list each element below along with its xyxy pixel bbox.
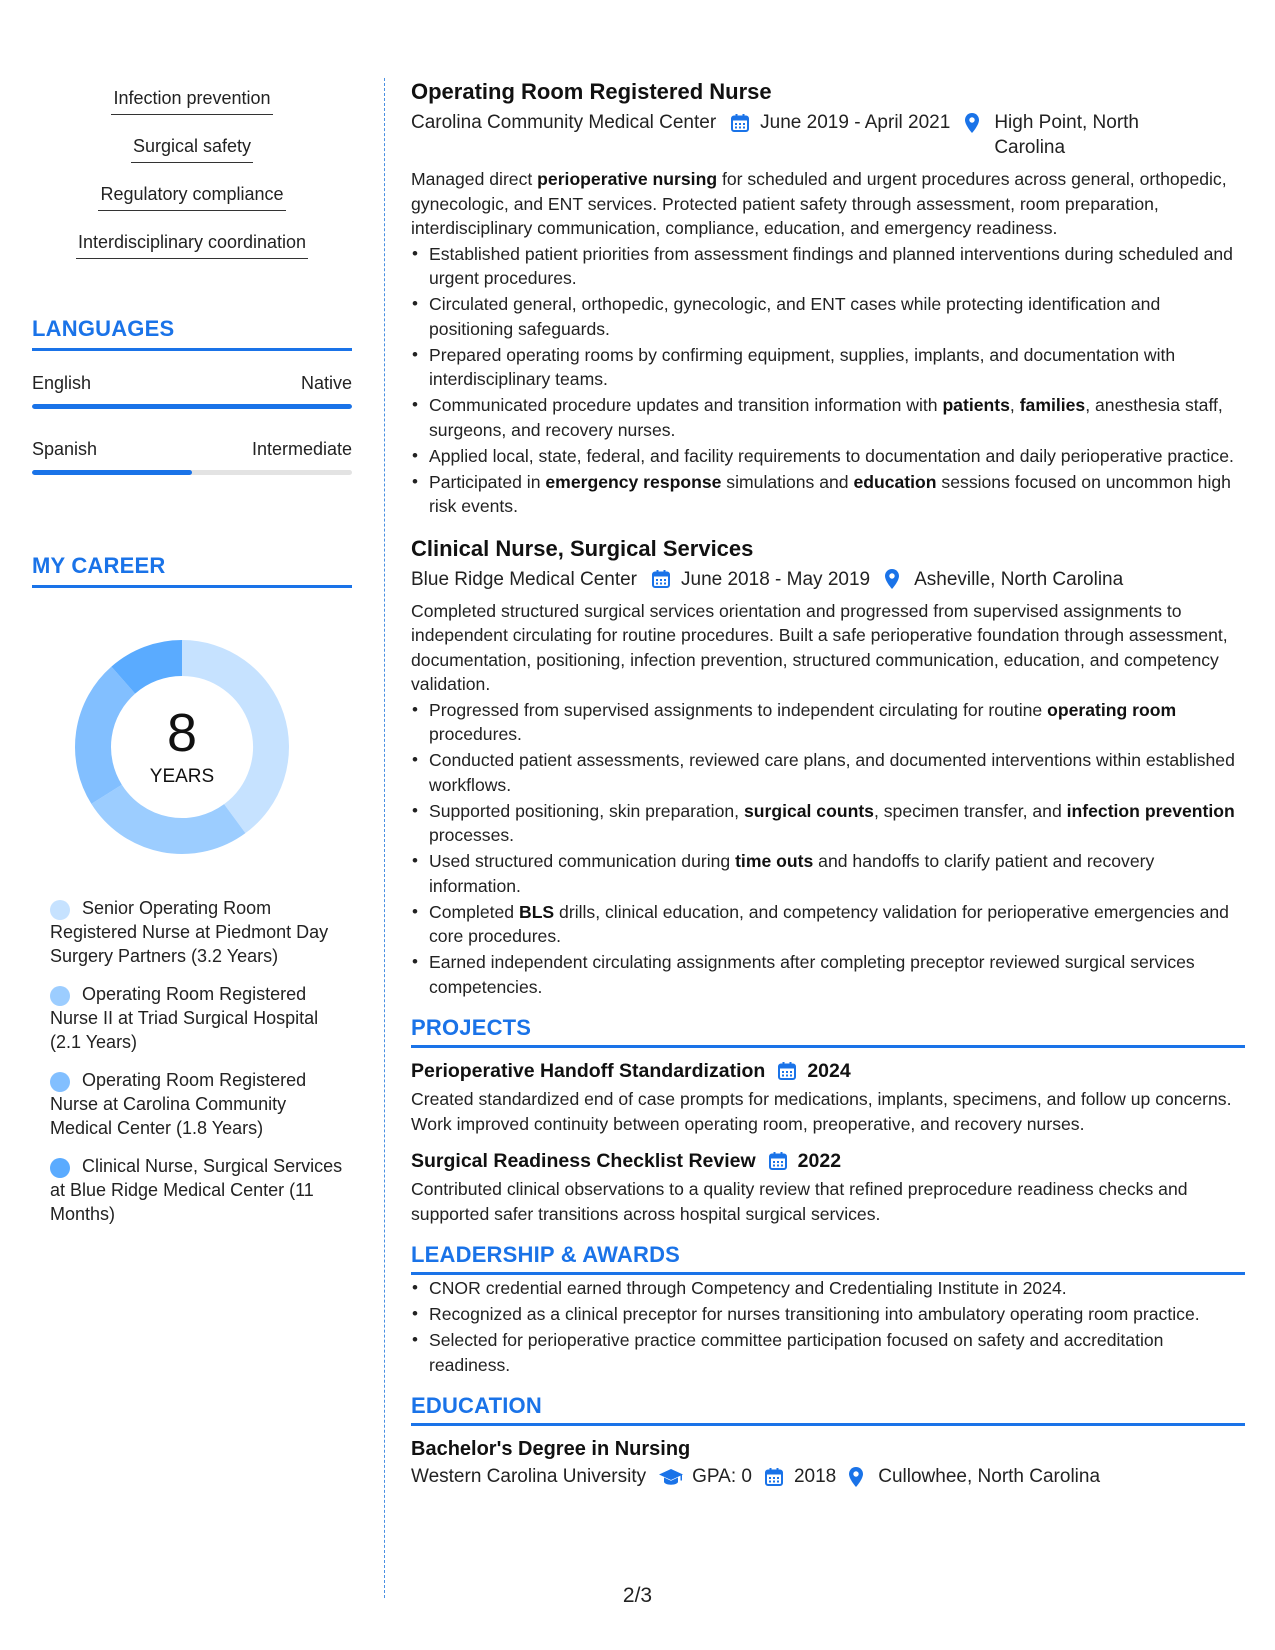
- skill-item: Infection prevention: [111, 84, 272, 115]
- right-column: [411, 78, 1245, 1490]
- projects-title: PROJECTS: [411, 1015, 1245, 1048]
- skill-item: Surgical safety: [131, 132, 253, 163]
- job-location: High Point, North Carolina: [994, 112, 1139, 158]
- language-name: Spanish: [32, 439, 98, 459]
- legend-dot: [50, 900, 70, 920]
- job-bullets: [411, 242, 1245, 519]
- job-location: Asheville, North Carolina: [914, 568, 1124, 590]
- graduation-year: 2018: [793, 1466, 837, 1487]
- bullet-item: • Prepared operating rooms by confirming equipment, supplies, implants, and documentation with interdisciplinary teams.: [411, 343, 1245, 392]
- education-section: [411, 1393, 1245, 1490]
- job-title: Operating Room Registered Nurse: [411, 79, 772, 104]
- job-title: Clinical Nurse, Surgical Services: [411, 535, 754, 561]
- education-meta: [411, 1464, 1245, 1490]
- calendar-icon: [651, 567, 673, 592]
- skills-list: [32, 84, 352, 276]
- bullet-item: • Conducted patient assessments, reviewed care plans, and documented interventions within established workflows.: [411, 748, 1245, 797]
- bullet-item: • Selected for perioperative practice committee participation focused on safety and accreditation readiness.: [411, 1328, 1245, 1377]
- language-proficiency-bar: [32, 404, 352, 409]
- career-legend-item: Operating Room Registered Nurse II at Triad Surgical Hospital (2.1 Years): [50, 984, 319, 1052]
- bullet-item: • CNOR credential earned through Competency and Credentialing Institute in 2024.: [411, 1276, 1245, 1301]
- bullet-item: • Applied local, state, federal, and facility requirements to documentation and daily perioperative practice.: [411, 444, 1245, 469]
- career-legend-item: Operating Room Registered Nurse at Carolina Community Medical Center (1.8 Years): [50, 1070, 307, 1138]
- school-name: Western Carolina University: [411, 1466, 647, 1487]
- education-title: EDUCATION: [411, 1393, 1245, 1426]
- bullet-item: • Communicated procedure updates and transition information with patients, families, anesthesia staff, surgeons, and recovery nurses.: [411, 393, 1245, 442]
- employer-name: Carolina Community Medical Center: [411, 112, 717, 133]
- page-number: 2/3: [622, 1584, 653, 1607]
- language-level: Native: [300, 373, 352, 393]
- job-meta: [411, 110, 1245, 160]
- awards-list: [411, 1276, 1245, 1377]
- career-title: MY CAREER: [32, 553, 352, 588]
- career-total-unit: YEARS: [149, 766, 215, 787]
- bullet-item: • Participated in emergency response simulations and education sessions focused on uncommon high risk events.: [411, 470, 1245, 519]
- language-proficiency-fill: [32, 404, 352, 409]
- experience-entry: [411, 78, 1245, 519]
- bullet-item: • Circulated general, orthopedic, gynecologic, and ENT cases while protecting identification and positioning safeguards.: [411, 292, 1245, 341]
- bullet-item: • Established patient priorities from assessment findings and planned interventions during scheduled and urgent procedures.: [411, 242, 1245, 291]
- job-dates: June 2018 - May 2019: [681, 568, 871, 590]
- job-summary: Managed direct perioperative nursing for scheduled and urgent procedures across general, orthopedic, gynecologic, and ENT services. Protected patient safety through assessment, room preparation, interdisciplinary communication, compliance, education, and emergency readiness.: [411, 169, 1227, 238]
- project-description: Created standardized end of case prompts for medications, implants, specimens, and follow up concerns. Work improved continuity between operating room, preoperative, and recovery nurses.: [411, 1089, 1232, 1134]
- school-location: Cullowhee, North Carolina: [878, 1466, 1101, 1487]
- project-date: 2024: [807, 1060, 851, 1082]
- degree-title: Bachelor's Degree in Nursing: [411, 1438, 691, 1460]
- project-entry: [411, 1148, 1245, 1226]
- job-dates: June 2019 - April 2021: [760, 112, 951, 133]
- career-section: [32, 553, 352, 1226]
- language-proficiency-fill: [32, 470, 192, 475]
- career-donut-chart: [67, 632, 297, 862]
- bullet-item: • Recognized as a clinical preceptor for nurses transitioning into ambulatory operating room practice.: [411, 1302, 1245, 1327]
- calendar-icon: [768, 1149, 790, 1174]
- employer-name: Blue Ridge Medical Center: [411, 568, 638, 590]
- language-proficiency-bar: [32, 470, 352, 475]
- career-legend-item: Senior Operating Room Registered Nurse at Piedmont Day Surgery Partners (3.2 Years): [50, 898, 329, 966]
- career-legend: [32, 896, 352, 1226]
- awards-section: [411, 1242, 1245, 1377]
- job-meta: [411, 567, 1245, 592]
- project-title: Surgical Readiness Checklist Review: [411, 1150, 756, 1172]
- gpa: GPA: 0: [692, 1466, 752, 1487]
- legend-dot: [50, 986, 70, 1006]
- legend-dot: [50, 1158, 70, 1178]
- project-description: Contributed clinical observations to a quality review that refined preprocedure readiness checks and supported safer transitions across hospital surgical services.: [411, 1179, 1188, 1224]
- bullet-item: • Earned independent circulating assignments after completing preceptor reviewed surgical services competencies.: [411, 950, 1245, 999]
- bullet-item: • Completed BLS drills, clinical education, and competency validation for perioperative emergencies and core procedures.: [411, 900, 1245, 949]
- job-summary: Completed structured surgical services orientation and progressed from supervised assignments to independent circulating for routine procedures. Built a safe perioperative foundation through assessment, documentation, positioning, infection prevention, structured communication, education, and competency validation.: [411, 600, 1228, 694]
- languages-section: [32, 316, 352, 475]
- calendar-icon: [764, 1465, 786, 1490]
- languages-title: LANGUAGES: [32, 316, 352, 351]
- experience-entry: [411, 535, 1245, 1000]
- bullet-item: • Used structured communication during time outs and handoffs to clarify patient and recovery information.: [411, 849, 1245, 898]
- left-column: [32, 84, 352, 1240]
- calendar-icon: [777, 1059, 799, 1084]
- legend-dot: [50, 1072, 70, 1092]
- projects-section: [411, 1015, 1245, 1226]
- career-legend-item: Clinical Nurse, Surgical Services at Blue Ridge Medical Center (11 Months): [50, 1156, 343, 1224]
- skill-item: Interdisciplinary coordination: [76, 228, 308, 259]
- project-date: 2022: [797, 1150, 842, 1172]
- job-bullets: [411, 698, 1245, 1000]
- project-entry: [411, 1058, 1245, 1136]
- location-pin-icon: [848, 1465, 870, 1490]
- project-title: Perioperative Handoff Standardization: [411, 1060, 766, 1082]
- graduation-cap-icon: [658, 1465, 684, 1490]
- language-item: [32, 439, 352, 475]
- language-level: Intermediate: [251, 439, 352, 459]
- bullet-item: • Supported positioning, skin preparation, surgical counts, specimen transfer, and infection prevention processes.: [411, 799, 1245, 848]
- career-total-years: 8: [166, 703, 198, 763]
- language-name: English: [32, 373, 92, 393]
- language-item: [32, 373, 352, 409]
- calendar-icon: [730, 110, 752, 135]
- location-pin-icon: [964, 110, 986, 135]
- skill-item: Regulatory compliance: [98, 180, 285, 211]
- column-divider: [384, 78, 385, 1598]
- awards-title: LEADERSHIP & AWARDS: [411, 1242, 1245, 1275]
- location-pin-icon: [884, 567, 906, 592]
- bullet-item: • Progressed from supervised assignments to independent circulating for routine operating room procedures.: [411, 698, 1245, 747]
